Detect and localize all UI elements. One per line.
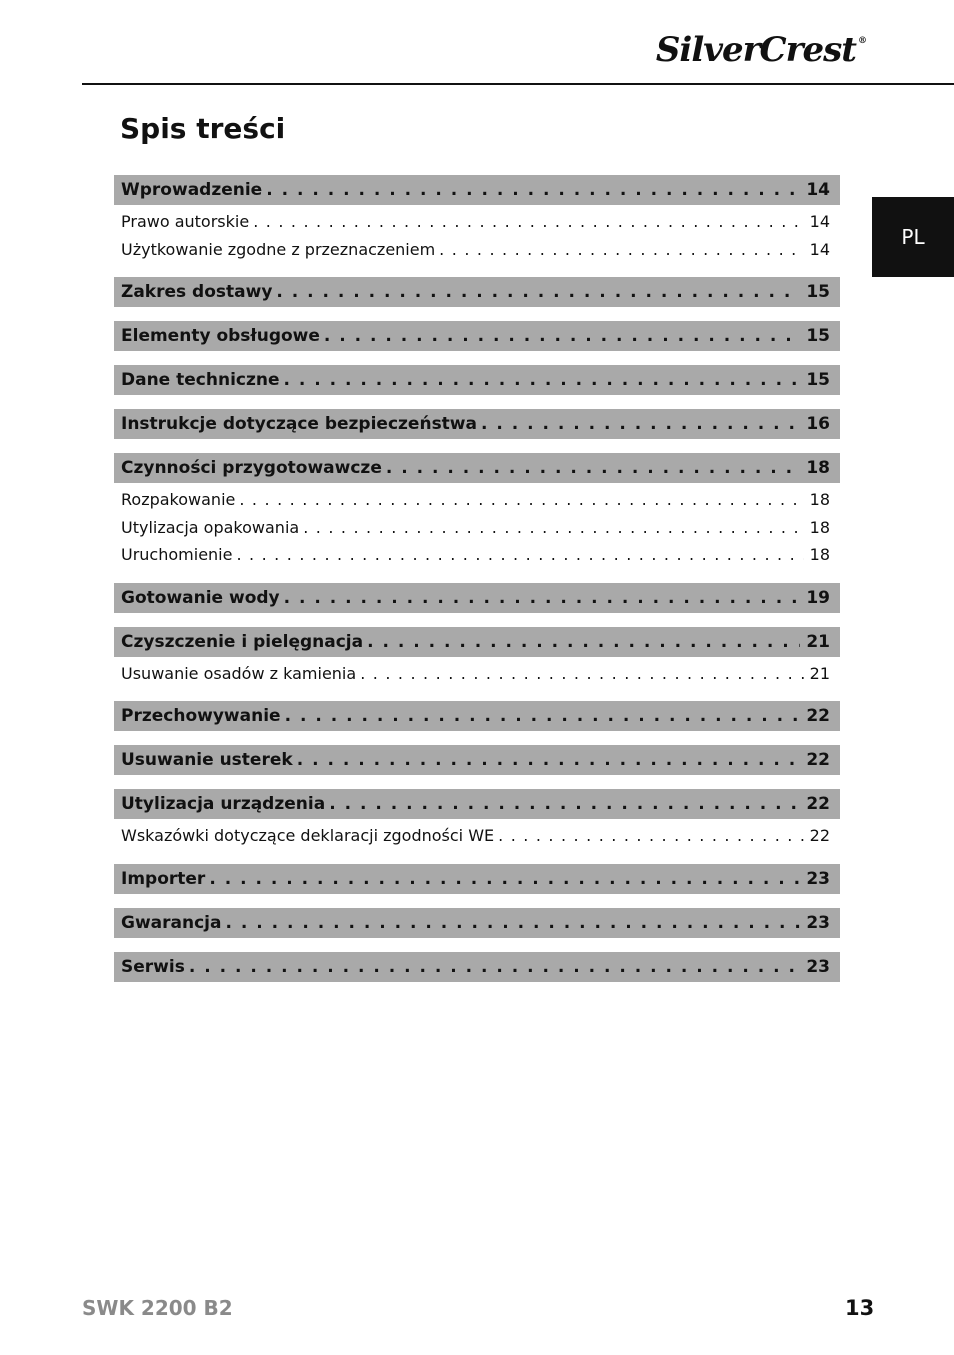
footer-model-number: SWK 2200 B2 [82,1296,233,1320]
toc-subsection-page: 22 [809,826,830,845]
dot-leader [276,277,800,307]
toc-subsection-title: Użytkowanie zgodne z przeznaczeniem [121,239,436,259]
toc-section-title: Czynności przygotowawcze [121,458,382,478]
toc-section-page: 23 [806,956,830,977]
dot-leader [253,208,803,236]
toc-section[interactable] [114,365,840,395]
toc-subsection[interactable] [114,541,840,569]
toc-subsection-page: 14 [809,239,830,259]
dot-leader [329,789,800,819]
footer-page-number: 13 [845,1296,875,1320]
toc-section-page: 22 [806,794,830,814]
page-title: Spis treści [120,112,286,145]
toc-subsection[interactable] [114,208,840,236]
dot-leader [439,236,803,264]
toc-section[interactable] [114,583,840,613]
toc-subsection-title: Rozpakowanie [121,490,236,509]
dot-leader [284,583,801,613]
toc-section[interactable] [114,409,840,439]
toc-section-page: 23 [806,912,830,933]
toc-section[interactable] [114,908,840,938]
toc-section[interactable] [114,701,840,731]
toc-subsection-page: 21 [809,663,830,683]
dot-leader [189,952,801,982]
dot-leader [285,701,801,731]
toc-subsection-page: 18 [809,517,830,537]
toc-section[interactable] [114,453,840,483]
toc-section[interactable] [114,321,840,351]
toc-section-page: 23 [806,868,830,889]
dot-leader [297,745,801,775]
toc-subsection-page: 18 [809,545,830,564]
toc-section[interactable] [114,745,840,775]
toc-subsection-title: Utylizacja opakowania [121,517,300,537]
dot-leader [209,864,800,894]
dot-leader [367,627,800,657]
toc-subsection[interactable] [114,236,840,264]
toc-section-page: 15 [806,282,830,302]
toc-section-title: Gwarancja [121,912,222,933]
toc-subsection-list [114,486,840,569]
toc-subsection-list [114,660,840,688]
toc-subsection-page: 18 [809,490,830,509]
toc-section-page: 22 [806,706,830,726]
toc-subsection-list [114,208,840,263]
brand-name: SilverCrest [655,30,856,70]
toc-subsection[interactable] [114,486,840,514]
toc-section[interactable] [114,789,840,819]
toc-subsection-title: Uruchomienie [121,545,233,564]
brand-logo [656,30,866,70]
registered-mark: ® [858,36,866,46]
dot-leader [236,541,803,569]
toc-subsection-title: Usuwanie osadów z kamienia [121,663,357,683]
toc-section-page: 15 [806,370,830,390]
toc-section[interactable] [114,952,840,982]
toc-section[interactable] [114,277,840,307]
toc-subsection[interactable] [114,514,840,542]
toc-section-title: Gotowanie wody [121,587,280,608]
header-divider [82,83,954,85]
toc-section-title: Instrukcje dotyczące bezpieczeństwa [121,414,477,434]
toc-section-title: Wprowadzenie [121,180,263,200]
toc-section-page: 21 [806,631,830,652]
toc-subsection-page: 14 [809,212,830,231]
toc-section-page: 14 [806,180,830,200]
toc-section-page: 15 [806,326,830,346]
dot-leader [303,514,803,542]
toc-subsection[interactable] [114,660,840,688]
dot-leader [481,409,800,439]
dot-leader [324,321,800,351]
toc-section-title: Dane techniczne [121,370,280,390]
toc-section-title: Przechowywanie [121,706,281,726]
toc-section-title: Serwis [121,956,185,977]
dot-leader [225,908,800,938]
toc-section-page: 19 [806,587,830,608]
dot-leader [239,486,803,514]
dot-leader [266,175,800,205]
table-of-contents [114,175,840,982]
dot-leader [284,365,801,395]
toc-section-page: 18 [806,458,830,478]
dot-leader [498,822,804,850]
toc-section-title: Importer [121,868,206,889]
toc-subsection-list [114,822,840,850]
toc-section[interactable] [114,627,840,657]
toc-section-title: Elementy obsługowe [121,326,320,346]
toc-section-page: 16 [806,414,830,434]
toc-subsection[interactable] [114,822,840,850]
toc-subsection-title: Prawo autorskie [121,212,250,231]
toc-section-title: Zakres dostawy [121,282,273,302]
toc-section-page: 22 [806,750,830,770]
toc-section-title: Utylizacja urządzenia [121,794,326,814]
dot-leader [360,660,803,688]
dot-leader [386,453,800,483]
toc-subsection-title: Wskazówki dotyczące deklaracji zgodności WE [121,826,495,845]
toc-section-title: Usuwanie usterek [121,750,293,770]
toc-section-title: Czyszczenie i pielęgnacja [121,631,364,652]
toc-section[interactable] [114,864,840,894]
toc-section[interactable] [114,175,840,205]
language-tab: PL [872,197,954,277]
